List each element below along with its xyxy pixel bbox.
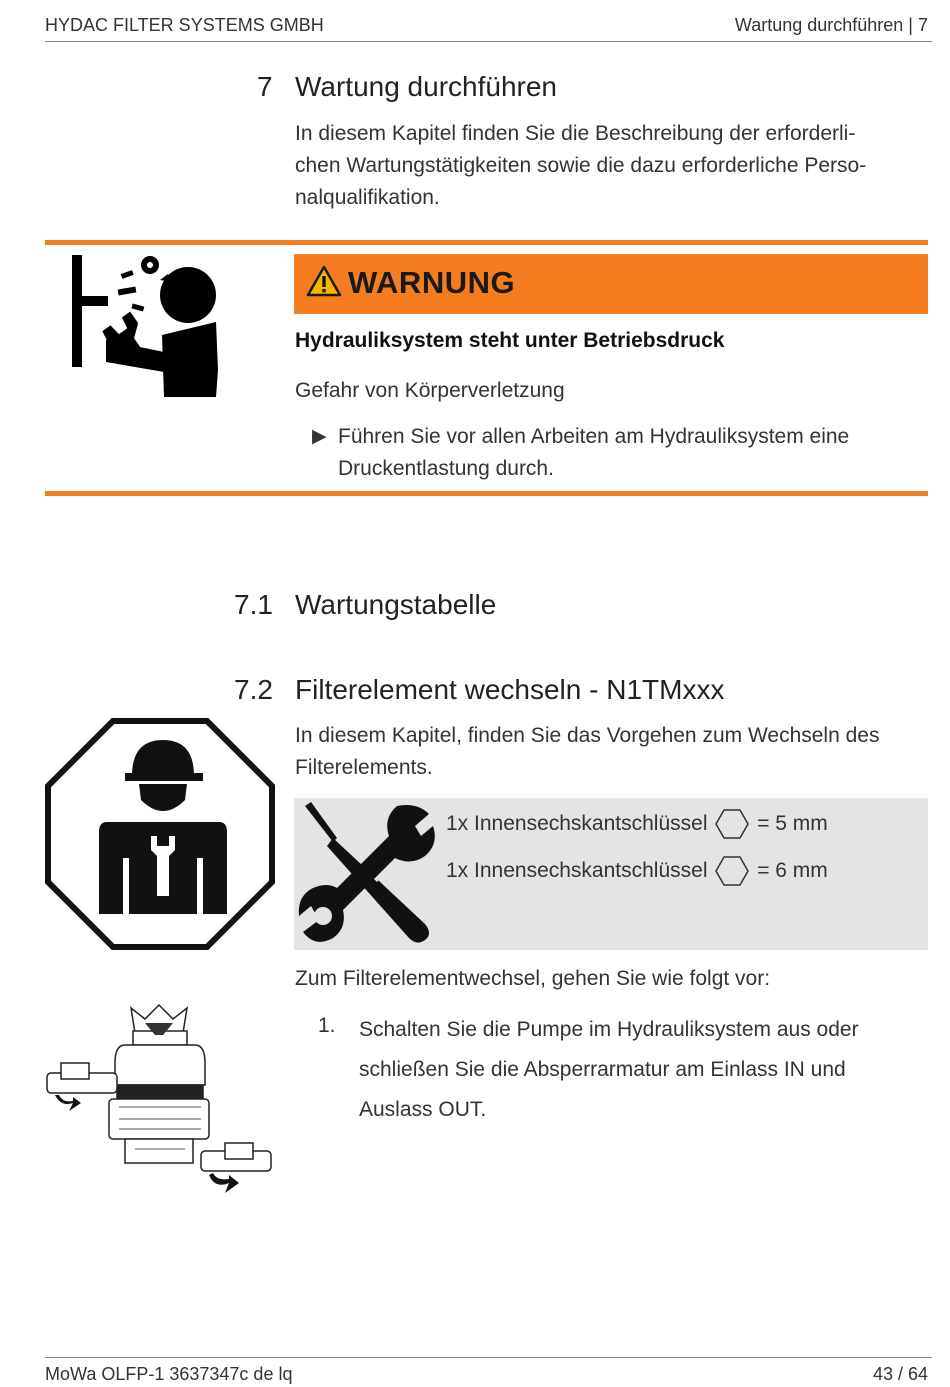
header-chapter-ref: Wartung durchführen | 7 bbox=[734, 15, 928, 35]
warning-action bbox=[338, 421, 849, 485]
section-7-2-title: Filterelement wechseln - N1TMxxx bbox=[295, 674, 725, 705]
section-7-intro-line: In diesem Kapitel finden Sie die Beschreibung der erforderli- bbox=[295, 122, 856, 145]
tool-item-size: = 6 mm bbox=[757, 859, 828, 882]
warning-action-line: Druckentlastung durch. bbox=[338, 457, 554, 480]
step-text-line: schließen Sie die Absperrarmatur am Einlass IN und bbox=[359, 1058, 846, 1081]
section-7-1-title: Wartungstabelle bbox=[295, 589, 497, 620]
section-7-2-intro-line: Filterelements. bbox=[295, 756, 433, 779]
header-company: HYDAC FILTER SYSTEMS GMBH bbox=[45, 15, 324, 35]
tool-item-label: 1x Innensechskantschlüssel bbox=[446, 859, 708, 882]
warning-top-rule bbox=[45, 240, 928, 245]
section-7-1-number: 7.1 bbox=[234, 589, 273, 620]
section-7-intro bbox=[295, 118, 866, 214]
section-7-2-intro bbox=[295, 720, 879, 784]
section-7-2-number: 7.2 bbox=[234, 674, 273, 705]
warning-action-line: Führen Sie vor allen Arbeiten am Hydrauliksystem eine bbox=[338, 425, 850, 448]
hex-socket-icon bbox=[715, 808, 749, 840]
tool-item-size: = 5 mm bbox=[757, 812, 828, 835]
footer-page: 43 / 64 bbox=[872, 1364, 928, 1384]
warning-bullet-icon: ▶ bbox=[312, 426, 327, 447]
tools-icon bbox=[297, 800, 441, 944]
warning-bottom-rule bbox=[45, 491, 928, 496]
warning-heading: Hydrauliksystem steht unter Betriebsdruck bbox=[295, 329, 725, 352]
hex-socket-icon bbox=[715, 855, 749, 887]
footer-doc-id: MoWa OLFP-1 3637347c de lq bbox=[45, 1364, 293, 1384]
section-7-intro-line: nalqualifikation. bbox=[295, 186, 440, 209]
section-7-title: Wartung durchführen bbox=[295, 71, 557, 102]
step-number: 1. bbox=[318, 1014, 336, 1037]
step-text-line: Schalten Sie die Pumpe im Hydrauliksystem aus oder bbox=[359, 1018, 859, 1041]
step-text-line: Auslass OUT. bbox=[359, 1098, 487, 1121]
tool-item bbox=[446, 855, 828, 887]
warning-danger: Gefahr von Körperverletzung bbox=[295, 379, 565, 402]
tool-item-label: 1x Innensechskantschlüssel bbox=[446, 812, 708, 835]
section-7-2-intro-line: In diesem Kapitel, finden Sie das Vorgehen zum Wechseln des bbox=[295, 724, 880, 747]
warning-triangle-icon bbox=[306, 265, 342, 297]
qualified-personnel-icon bbox=[45, 718, 275, 950]
filter-unit-illustration bbox=[45, 1003, 273, 1201]
footer-rule bbox=[45, 1357, 932, 1358]
tool-item bbox=[446, 808, 828, 840]
section-7-number: 7 bbox=[257, 71, 273, 102]
step-text bbox=[359, 1010, 859, 1130]
procedure-intro: Zum Filterelementwechsel, gehen Sie wie folgt vor: bbox=[295, 967, 771, 990]
header-rule bbox=[45, 41, 932, 42]
section-7-intro-line: chen Wartungstätigkeiten sowie die dazu erforderliche Perso- bbox=[295, 154, 867, 177]
pressure-hazard-icon bbox=[66, 250, 226, 400]
warning-label: WARNUNG bbox=[348, 265, 516, 300]
